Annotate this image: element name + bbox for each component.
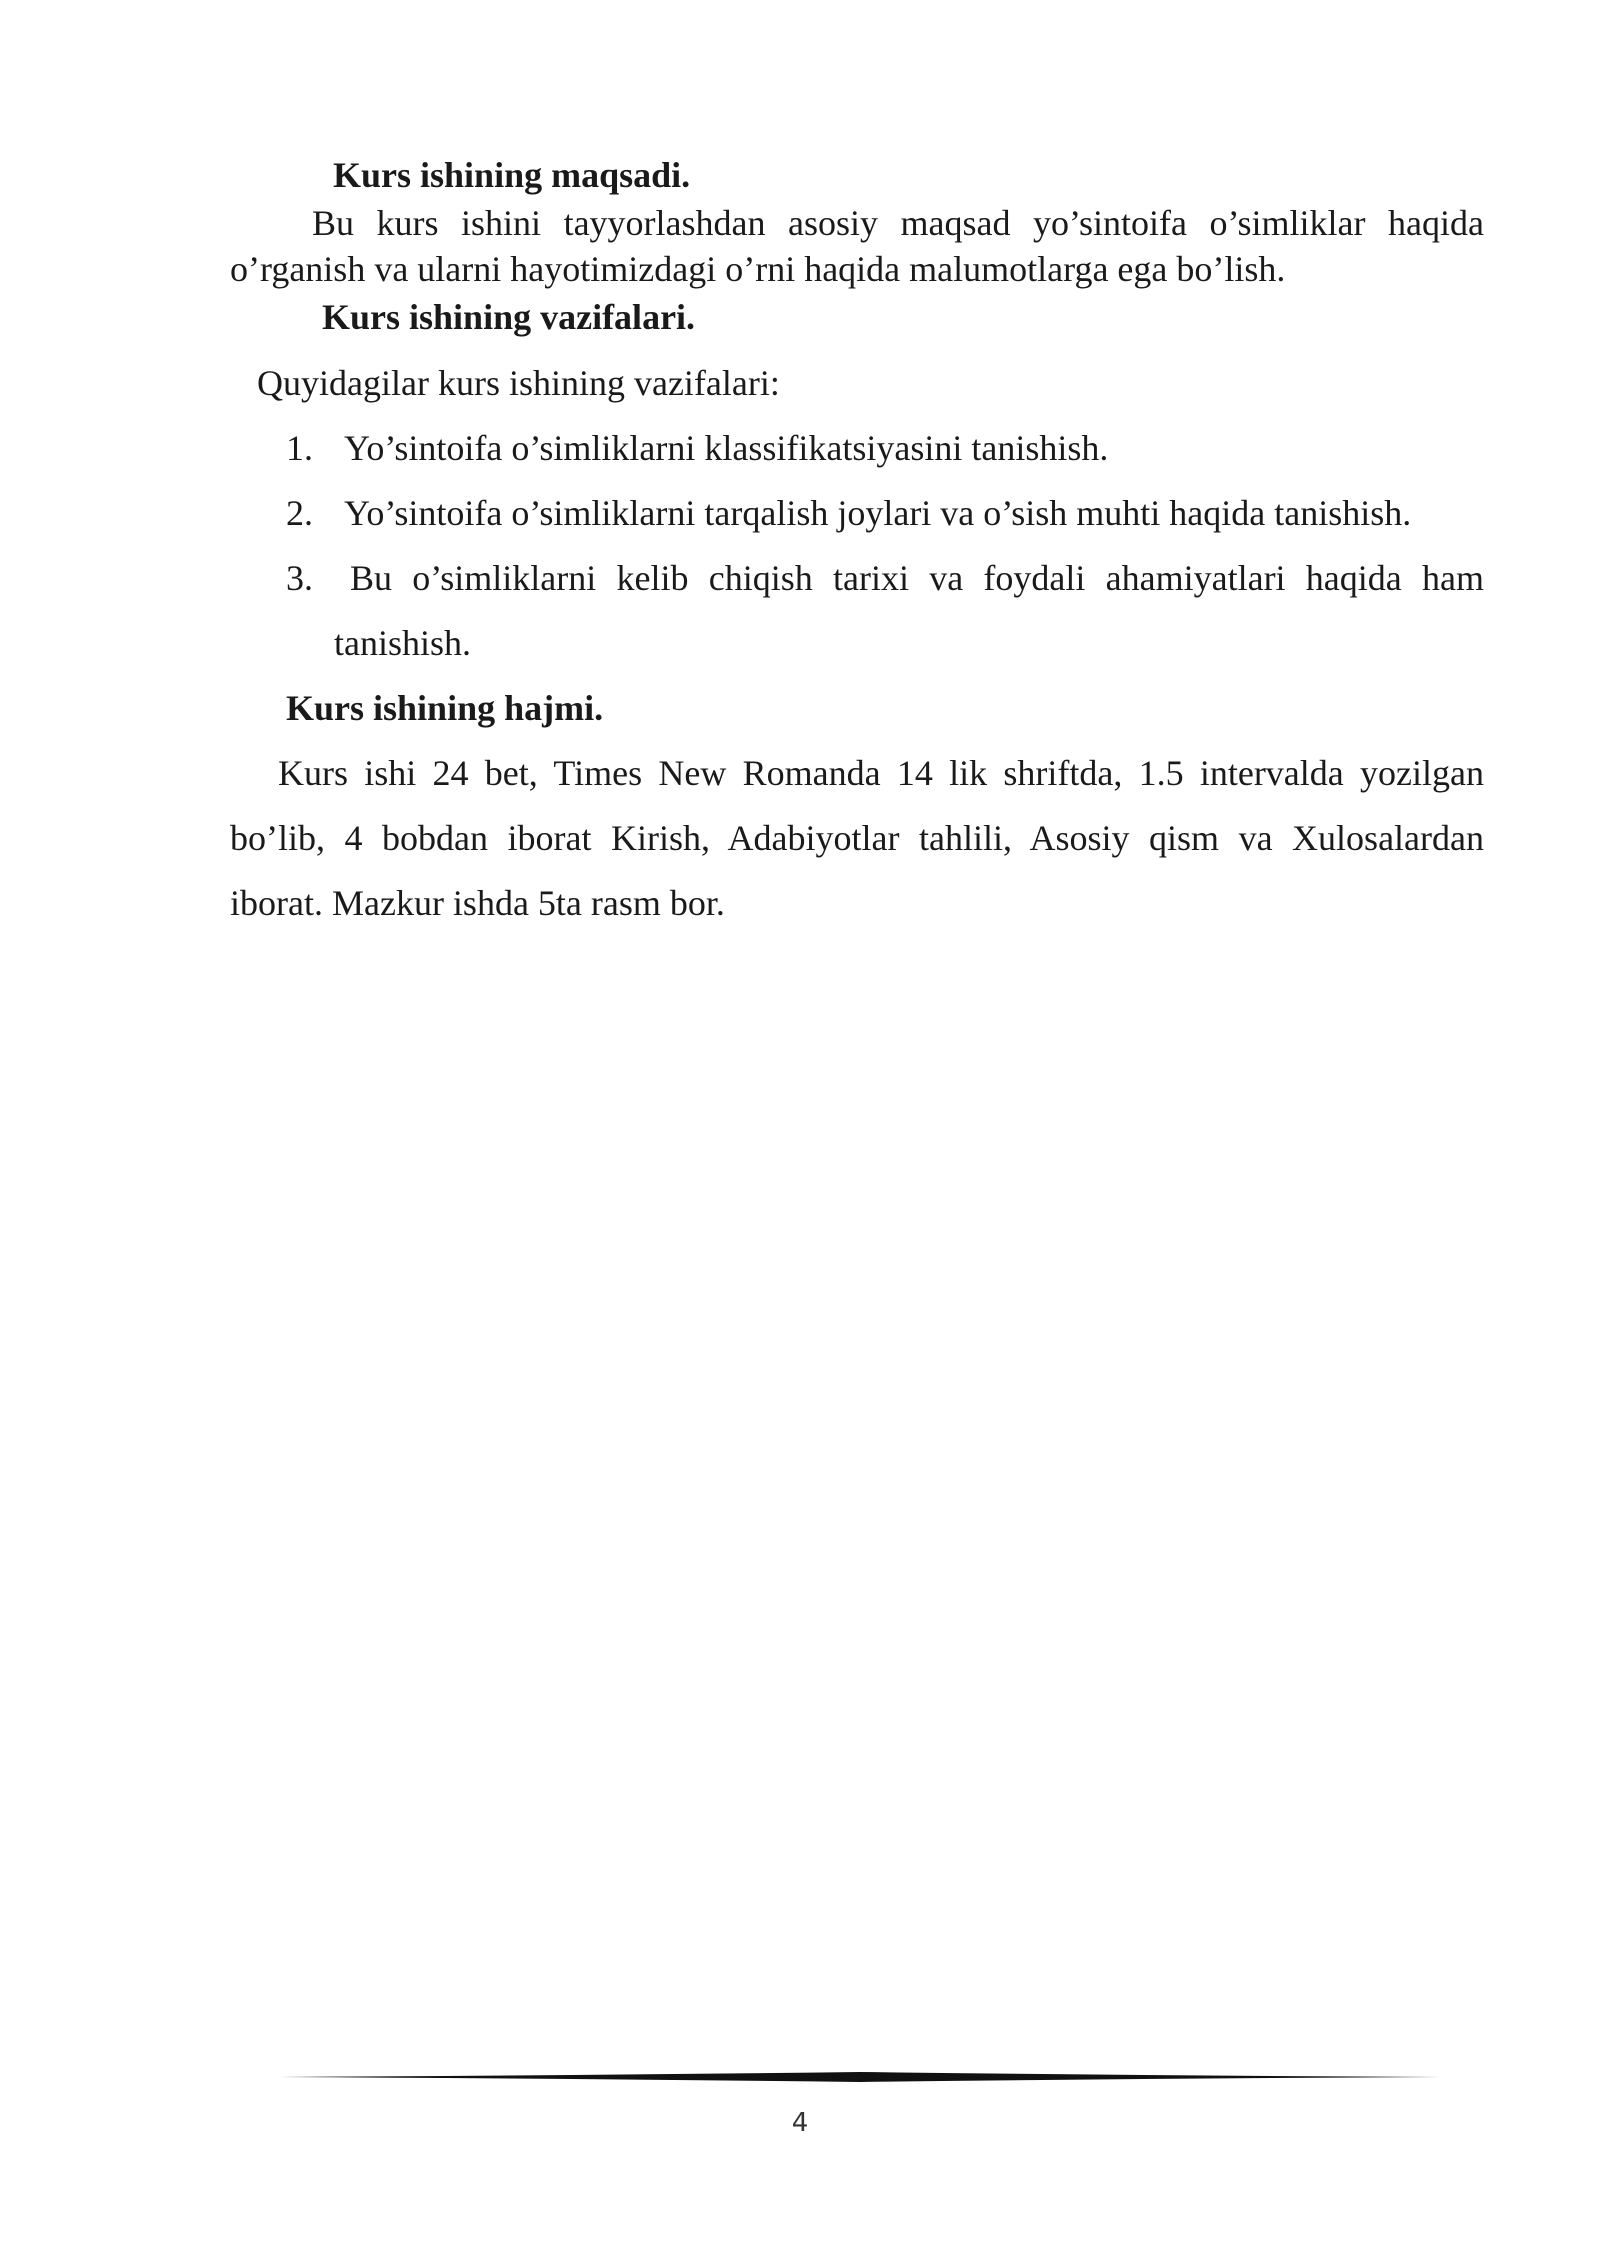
volume-paragraph-line-1: Kurs ishi 24 bet, Times New Romanda 14 lik shriftda, 1.5 intervalda yozilgan [278,753,1484,793]
heading-volume: Kurs ishining hajmi. [286,688,604,728]
volume-paragraph-line-3: iborat. Mazkur ishda 5ta rasm bor. [230,883,725,923]
goal-paragraph-line-1: Bu kurs ishini tayyorlashdan asosiy maqsad yo’sintoifa o’simliklar haqida [312,203,1484,243]
page-number: 4 [791,2108,809,2138]
list-item-3-number: 3. [286,558,313,598]
list-item-2-number: 2. [286,493,313,533]
heading-tasks: Kurs ishining vazifalari. [322,297,696,337]
heading-goal: Kurs ishining maqsadi. [333,155,691,195]
footer-divider [280,2070,1440,2084]
list-item-1-number: 1. [286,428,313,468]
tasks-intro: Quyidagilar kurs ishining vazifalari: [257,363,780,403]
list-item-3-text-line-1: Bu o’simliklarni kelib chiqish tarixi va foydali ahamiyatlari haqida ham [350,558,1484,598]
list-item-3-text-line-2: tanishish. [334,623,472,663]
list-item-1-text: Yo’sintoifa o’simliklarni klassifikatsiyasini tanishish. [344,428,1109,468]
volume-paragraph-line-2: bo’lib, 4 bobdan iborat Kirish, Adabiyotlar tahlili, Asosiy qism va Xulosalardan [230,818,1484,858]
list-item-2-text: Yo’sintoifa o’simliklarni tarqalish joylari va o’sish muhti haqida tanishish. [344,493,1412,533]
goal-paragraph-line-2: o’rganish va ularni hayotimizdagi o’rni haqida malumotlarga ega bo’lish. [230,249,1286,289]
